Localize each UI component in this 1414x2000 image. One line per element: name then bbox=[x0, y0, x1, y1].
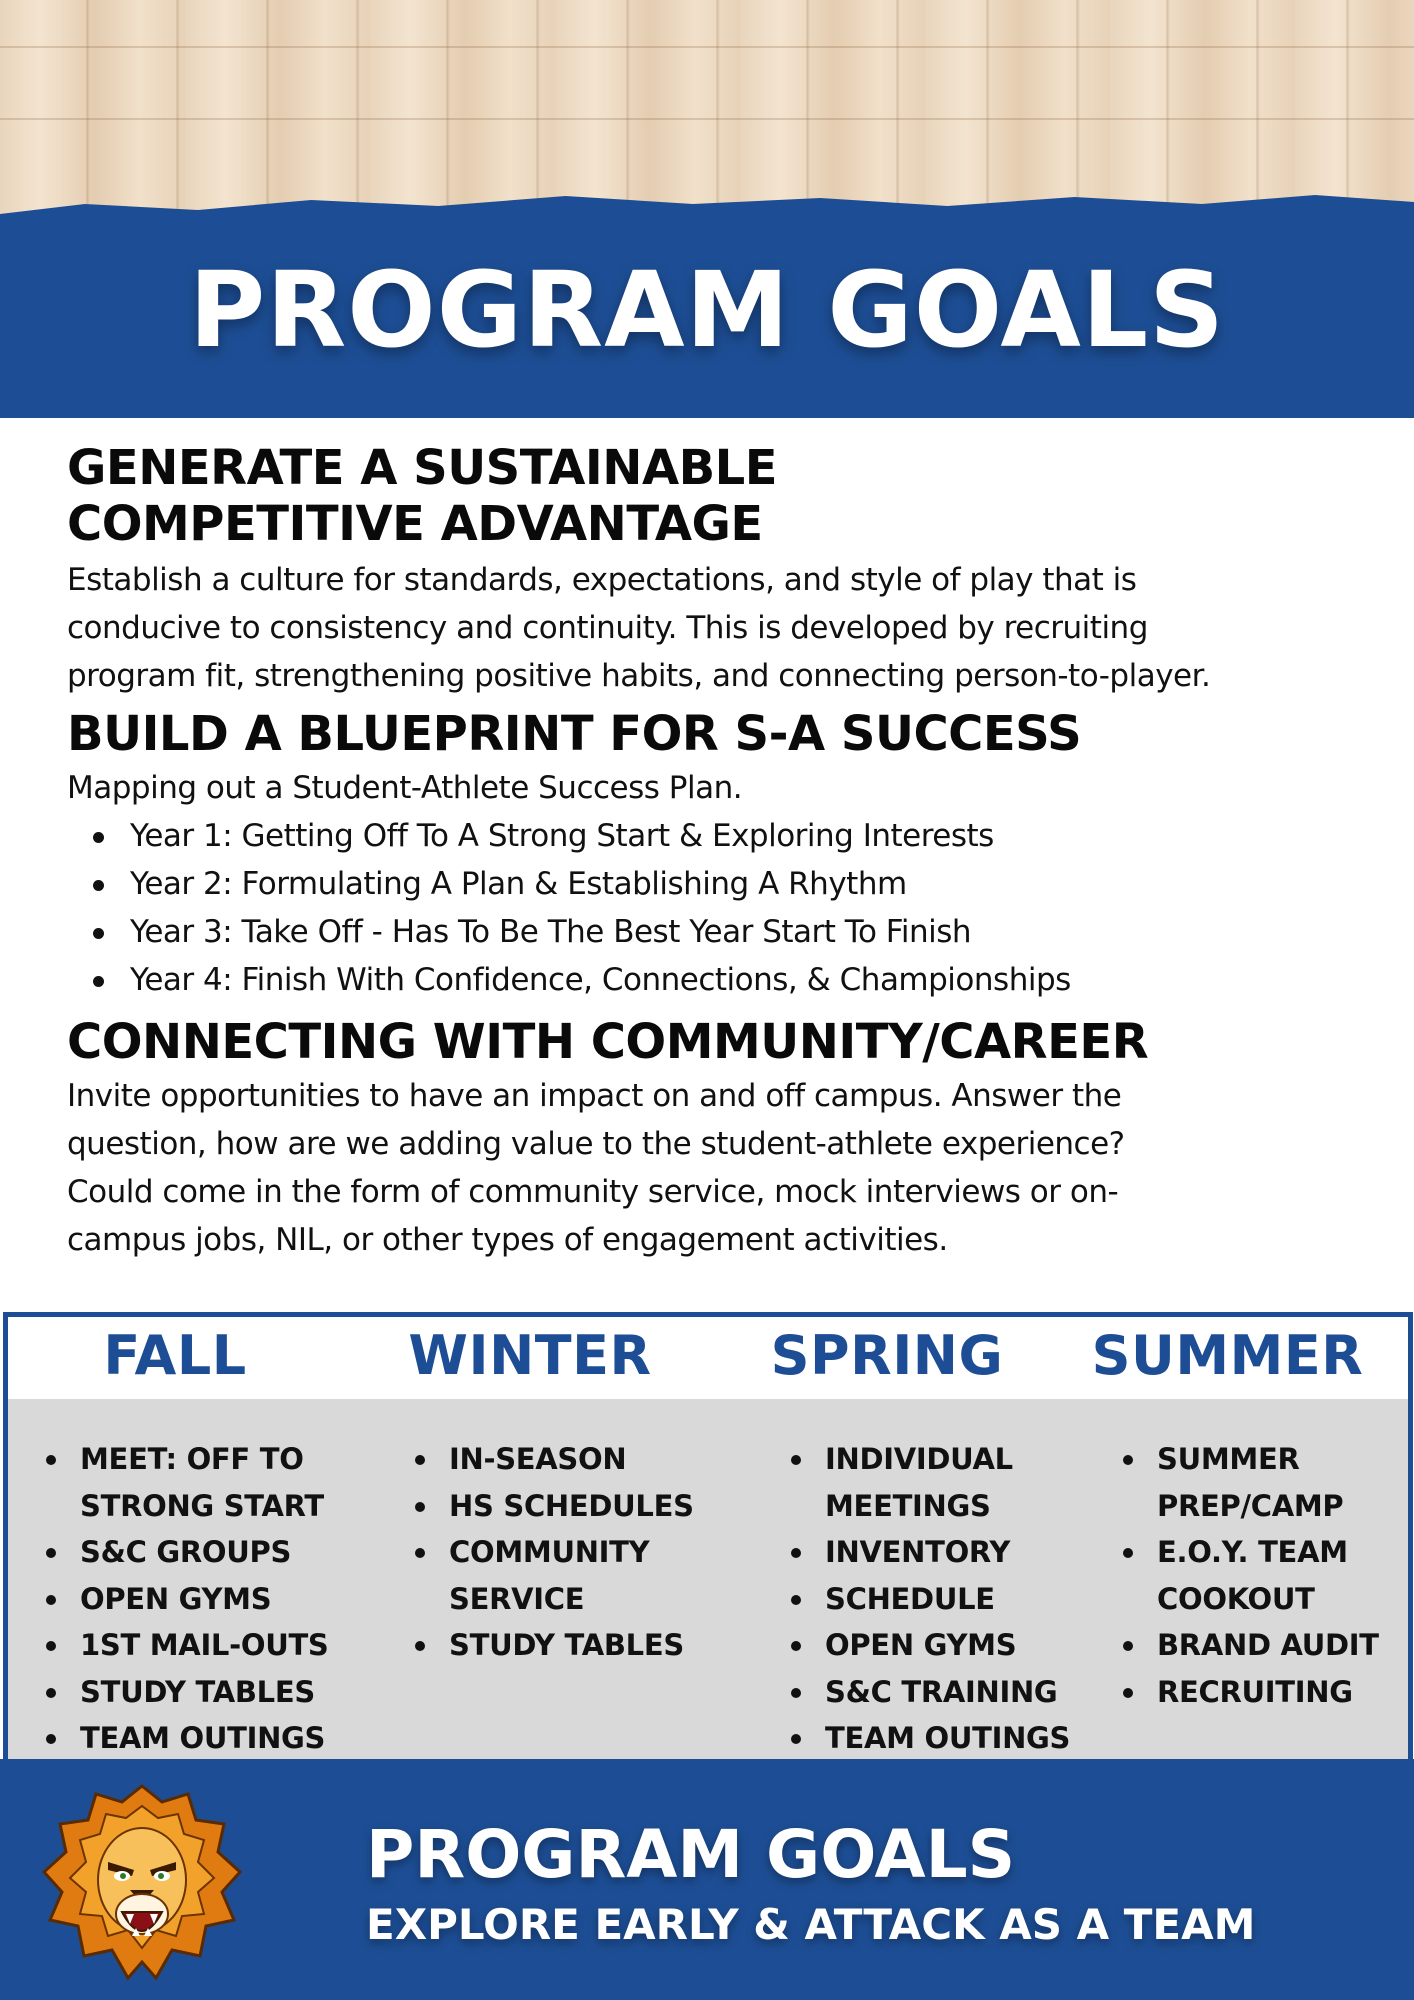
wood-floor-background bbox=[0, 0, 1414, 230]
list-item: STUDY TABLES bbox=[44, 1669, 364, 1716]
list-item: RECRUITING bbox=[1121, 1669, 1411, 1716]
section-title-line: GENERATE A SUSTAINABLE bbox=[67, 440, 778, 496]
season-list-spring bbox=[789, 1436, 1109, 1762]
lion-mascot-icon bbox=[38, 1780, 246, 1988]
season-title-spring: SPRING bbox=[770, 1324, 1004, 1387]
section-body-line: program fit, strengthening positive habits, and connecting person-to-player. bbox=[67, 658, 1211, 694]
list-item: Year 4: Finish With Confidence, Connections, & Championships bbox=[93, 956, 1377, 1004]
list-item: SERVICE bbox=[449, 1581, 585, 1616]
list-item: INVENTORY bbox=[789, 1529, 1109, 1576]
list-item: Year 2: Formulating A Plan & Establishing A Rhythm bbox=[93, 860, 1377, 908]
footer-tagline: EXPLORE EARLY & ATTACK AS A TEAM bbox=[366, 1900, 1256, 1949]
list-item: Year 3: Take Off - Has To Be The Best Year Start To Finish bbox=[93, 908, 1377, 956]
list-item: S&C GROUPS bbox=[44, 1529, 364, 1576]
season-list-winter bbox=[413, 1436, 733, 1669]
list-item: COMMUNITY bbox=[413, 1529, 733, 1576]
page-title: PROGRAM GOALS bbox=[189, 249, 1225, 371]
success-plan-list bbox=[67, 812, 1377, 1004]
section-body-line: Establish a culture for standards, expectations, and style of play that is bbox=[67, 562, 1137, 598]
list-item: STUDY TABLES bbox=[413, 1622, 733, 1669]
section-title: CONNECTING WITH COMMUNITY/CAREER bbox=[67, 1014, 1149, 1070]
list-item: STRONG START bbox=[80, 1488, 324, 1523]
goal-section-blueprint bbox=[67, 706, 1377, 1004]
list-item: Year 1: Getting Off To A Strong Start & Exploring Interests bbox=[93, 812, 1377, 860]
list-item: 1ST MAIL-OUTS bbox=[44, 1622, 364, 1669]
list-item: OPEN GYMS bbox=[44, 1576, 364, 1623]
section-body-line: question, how are we adding value to the student-athlete experience? bbox=[67, 1126, 1125, 1162]
section-body-line: Could come in the form of community service, mock interviews or on- bbox=[67, 1174, 1119, 1210]
goals-content bbox=[67, 440, 1377, 1264]
season-title-winter: WINTER bbox=[408, 1324, 652, 1387]
footer-title: PROGRAM GOALS bbox=[366, 1816, 1016, 1893]
section-body-line: Invite opportunities to have an impact on and off campus. Answer the bbox=[67, 1078, 1122, 1114]
section-title-line: COMPETITIVE ADVANTAGE bbox=[67, 496, 763, 552]
list-item: S&C TRAINING bbox=[789, 1669, 1109, 1716]
season-list-fall bbox=[44, 1436, 364, 1762]
section-body-line: conducive to consistency and continuity. This is developed by recruiting bbox=[67, 610, 1148, 646]
list-item: SCHEDULE bbox=[789, 1576, 1109, 1623]
list-item: MEETINGS bbox=[825, 1488, 991, 1523]
list-item: TEAM OUTINGS bbox=[44, 1715, 364, 1762]
list-item: COOKOUT bbox=[1157, 1581, 1315, 1616]
list-item: TEAM OUTINGS bbox=[789, 1715, 1109, 1762]
section-body-line: campus jobs, NIL, or other types of engagement activities. bbox=[67, 1222, 948, 1258]
list-item: BRAND AUDIT bbox=[1121, 1622, 1411, 1669]
goal-section-competitive-advantage bbox=[67, 440, 1377, 700]
list-item: E.O.Y. TEAM bbox=[1121, 1529, 1411, 1576]
season-title-fall: FALL bbox=[103, 1324, 247, 1387]
section-intro: Mapping out a Student-Athlete Success Plan. bbox=[67, 770, 743, 806]
section-title: BUILD A BLUEPRINT FOR S-A SUCCESS bbox=[67, 706, 1082, 762]
list-item: INDIVIDUAL bbox=[789, 1436, 1109, 1483]
list-item: PREP/CAMP bbox=[1157, 1488, 1344, 1523]
season-list-summer bbox=[1121, 1436, 1411, 1715]
list-item: IN-SEASON bbox=[413, 1436, 733, 1483]
list-item: OPEN GYMS bbox=[789, 1622, 1109, 1669]
list-item: HS SCHEDULES bbox=[413, 1483, 733, 1530]
list-item: MEET: OFF TO bbox=[44, 1436, 364, 1483]
list-item: SUMMER bbox=[1121, 1436, 1411, 1483]
season-title-summer: SUMMER bbox=[1091, 1324, 1364, 1387]
goal-section-community bbox=[67, 1014, 1377, 1264]
